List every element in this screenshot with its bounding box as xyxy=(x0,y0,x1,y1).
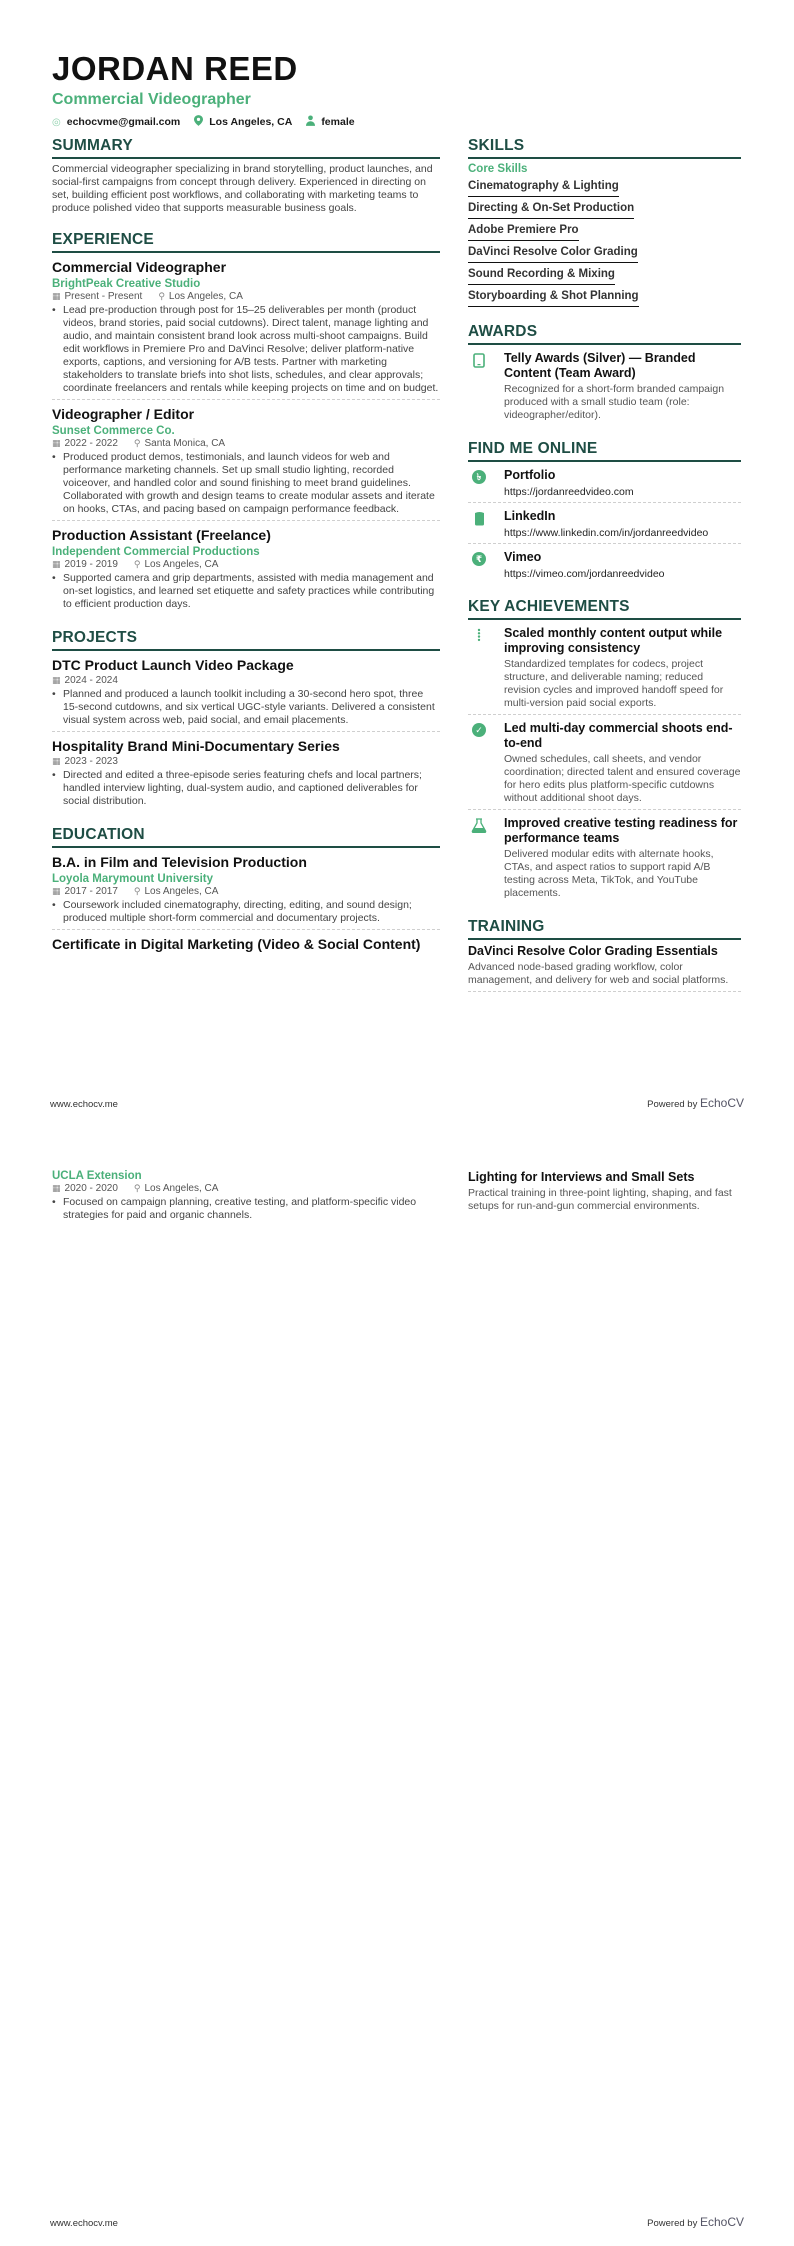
job-title: Production Assistant (Freelance) xyxy=(52,527,271,543)
contact-email[interactable] xyxy=(52,116,180,128)
online-link-item[interactable] xyxy=(468,544,741,584)
achievement-title: Improved creative testing readiness for performance teams xyxy=(504,816,738,845)
footer-brand: EchoCV xyxy=(699,2215,744,2229)
resume-page-2 xyxy=(0,1125,794,2246)
achievement-item xyxy=(468,810,741,904)
location-pin-icon: ⚲ xyxy=(133,559,141,569)
experience-section xyxy=(52,231,440,615)
experience-entry xyxy=(52,400,440,521)
experience-entry xyxy=(52,521,440,615)
link-label: Portfolio xyxy=(504,468,556,482)
location-pin-icon: ⚲ xyxy=(133,886,141,896)
education-entry-continued xyxy=(52,1170,440,1226)
calendar-icon: ▦ xyxy=(52,438,61,448)
entry-location: Los Angeles, CA xyxy=(144,886,219,897)
date-range: 2020 - 2020 xyxy=(64,1183,118,1194)
skill-item: Directing & On-Set Production xyxy=(468,199,634,219)
achievements-heading: KEY ACHIEVEMENTS xyxy=(468,598,741,620)
entry-meta xyxy=(52,559,440,570)
achievements-section xyxy=(468,598,741,904)
education-heading: EDUCATION xyxy=(52,826,440,848)
project-title: DTC Product Launch Video Package xyxy=(52,657,294,673)
summary-heading: SUMMARY xyxy=(52,137,440,159)
entry-meta xyxy=(52,886,440,897)
project-title: Hospitality Brand Mini-Documentary Series xyxy=(52,738,340,754)
left-column xyxy=(52,137,440,957)
achievement-item xyxy=(468,620,741,715)
calendar-icon: ▦ xyxy=(52,559,61,569)
job-title: Commercial Videographer xyxy=(52,259,227,275)
date-range: 2024 - 2024 xyxy=(64,675,118,686)
skills-heading: SKILLS xyxy=(468,137,741,159)
bullet-item: • Planned and produced a launch toolkit including a 30-second hero spot, three 15-second cutdowns, and six vertical UGC-style variants. Delivered a consistent visual system across web, paid social, and email placements. xyxy=(52,688,440,727)
date-range: 2017 - 2017 xyxy=(64,886,118,897)
training-title: Lighting for Interviews and Small Sets xyxy=(468,1170,695,1184)
education-entry xyxy=(52,848,440,930)
online-link-item[interactable] xyxy=(468,462,741,503)
dots-icon xyxy=(468,626,490,710)
date-range: 2023 - 2023 xyxy=(64,756,118,767)
bullet-item: • Coursework included cinematography, directing, editing, and sound design; produced multiple short-form commercial and documentary projects. xyxy=(52,899,440,925)
online-link-item[interactable] xyxy=(468,503,741,544)
online-section xyxy=(468,440,741,584)
calendar-icon: ▦ xyxy=(52,1183,61,1193)
calendar-icon: ▦ xyxy=(52,675,61,685)
summary-text: Commercial videographer specializing in brand storytelling, product launches, and social-first campaigns from concept through delivery. Experienced in directing on set, building efficient post workflows, and collaborating with marketing teams to produce polished video that supports measurable business goals. xyxy=(52,163,433,214)
link-url[interactable]: https://www.linkedin.com/in/jordanreedvideo xyxy=(504,527,709,539)
skill-item: Adobe Premiere Pro xyxy=(468,221,579,241)
skills-list xyxy=(468,175,741,307)
footer-brand: EchoCV xyxy=(699,1096,744,1110)
project-entry xyxy=(52,732,440,812)
online-heading: FIND ME ONLINE xyxy=(468,440,741,462)
bullet-item: • Directed and edited a three-episode series featuring chefs and local partners; handled interview lighting, dual-system audio, and captioned deliverables for social distribution. xyxy=(52,769,440,808)
at-icon: ◎ xyxy=(52,116,61,128)
entry-meta xyxy=(52,291,440,302)
date-range: 2022 - 2022 xyxy=(64,438,118,449)
training-desc: Practical training in three-point lighting, shaping, and fast setups for run-and-gun commercial environments. xyxy=(468,1187,732,1212)
degree-title: Certificate in Digital Marketing (Video & Social Content) xyxy=(52,936,421,952)
date-range: Present - Present xyxy=(64,291,143,302)
contact-location xyxy=(194,115,292,129)
link-url[interactable]: https://vimeo.com/jordanreedvideo xyxy=(504,568,665,580)
degree-title: B.A. in Film and Television Production xyxy=(52,854,307,870)
achievement-desc: Owned schedules, call sheets, and vendor coordination; directed talent and ensured coverage for hero edits plus platform-specific cutdowns without additional shoot days. xyxy=(504,753,741,804)
company-name: BrightPeak Creative Studio xyxy=(52,278,201,290)
vimeo-icon: ₹ xyxy=(472,552,486,566)
flask-icon xyxy=(468,816,490,900)
calendar-icon: ▦ xyxy=(52,886,61,896)
job-title: Videographer / Editor xyxy=(52,406,195,422)
training-section xyxy=(468,918,741,992)
training-entry xyxy=(468,1170,741,1217)
check-circle-icon: ✓ xyxy=(472,723,486,737)
footer-site[interactable]: www.echocv.me xyxy=(50,2218,118,2229)
bullet-item: • Focused on campaign planning, creative testing, and platform-specific video strategies for paid and organic channels. xyxy=(52,1196,440,1222)
location-pin-icon: ⚲ xyxy=(133,1183,141,1193)
school-name: UCLA Extension xyxy=(52,1170,142,1182)
bullet-item: • Produced product demos, testimonials, and launch videos for web and performance marketing channels. Set up small studio lighting, recorded voiceover, and handled color and sound finishing to meet brand guidelines. Collaborated with growth and design teams to create modular assets and iterate on hooks, CTAs, and pacing based on campaign performance feedback. xyxy=(52,451,440,516)
entry-meta xyxy=(52,756,440,767)
location-pin-icon xyxy=(194,115,203,129)
entry-meta xyxy=(52,675,440,686)
portfolio-icon: ৳ xyxy=(472,470,486,484)
company-name: Independent Commercial Productions xyxy=(52,546,260,558)
projects-section xyxy=(52,629,440,812)
entry-location: Los Angeles, CA xyxy=(144,559,219,570)
contact-gender xyxy=(306,115,354,129)
resume-header xyxy=(52,52,355,129)
summary-section xyxy=(52,137,440,215)
achievement-title: Scaled monthly content output while improving consistency xyxy=(504,626,723,655)
education-section xyxy=(52,826,440,957)
skill-item: Sound Recording & Mixing xyxy=(468,265,615,285)
right-column xyxy=(468,137,741,992)
experience-heading: EXPERIENCE xyxy=(52,231,440,253)
footer-powered: Powered by EchoCV xyxy=(647,2215,744,2229)
skill-item: Cinematography & Lighting xyxy=(468,177,619,197)
page-footer xyxy=(50,1096,744,1110)
awards-heading: AWARDS xyxy=(468,323,741,345)
location-pin-icon: ⚲ xyxy=(133,438,141,448)
achievement-desc: Delivered modular edits with alternate hooks, CTAs, and aspect ratios to support rapid A/B testing across Meta, TikTok, and YouTube placements. xyxy=(504,848,714,899)
training-title: DaVinci Resolve Color Grading Essentials xyxy=(468,944,718,958)
link-url[interactable]: https://jordanreedvideo.com xyxy=(504,486,634,498)
date-range: 2019 - 2019 xyxy=(64,559,118,570)
award-desc: Recognized for a short-form branded campaign produced with a small studio team (role: videographer/editor). xyxy=(504,383,725,421)
entry-meta xyxy=(52,438,440,449)
calendar-icon: ▦ xyxy=(52,291,61,301)
footer-site[interactable]: www.echocv.me xyxy=(50,1099,118,1110)
training-entry xyxy=(468,940,741,992)
link-label: Vimeo xyxy=(504,550,542,564)
training-heading: TRAINING xyxy=(468,918,741,940)
entry-meta xyxy=(52,1183,440,1194)
gender-text: female xyxy=(321,116,355,128)
experience-entry xyxy=(52,253,440,400)
tablet-icon xyxy=(468,351,490,422)
footer-powered: Powered by EchoCV xyxy=(647,1096,744,1110)
skill-category: Core Skills xyxy=(468,163,528,175)
award-item xyxy=(468,345,741,426)
skills-section xyxy=(468,137,741,307)
person-icon xyxy=(306,115,315,129)
entry-location: Los Angeles, CA xyxy=(168,291,243,302)
school-name: Loyola Marymount University xyxy=(52,873,214,885)
entry-location: Santa Monica, CA xyxy=(144,438,226,449)
achievement-title: Led multi-day commercial shoots end-to-end xyxy=(504,721,733,750)
achievement-item xyxy=(468,715,741,810)
award-title: Telly Awards (Silver) — Branded Content (Team Award) xyxy=(504,351,696,380)
entry-location: Los Angeles, CA xyxy=(144,1183,219,1194)
right-column-continued xyxy=(468,1170,741,1217)
education-entry xyxy=(52,930,440,957)
projects-heading: PROJECTS xyxy=(52,629,440,651)
page-footer xyxy=(50,2215,744,2229)
awards-section xyxy=(468,323,741,426)
left-column-continued xyxy=(52,1170,440,1226)
calendar-icon: ▦ xyxy=(52,756,61,766)
link-label: LinkedIn xyxy=(504,509,556,523)
skill-item: DaVinci Resolve Color Grading xyxy=(468,243,638,263)
training-desc: Advanced node-based grading workflow, color management, and delivery for web and social platforms. xyxy=(468,961,729,986)
linkedin-icon xyxy=(468,509,490,539)
bullet-item: • Supported camera and grip departments, assisted with media management and on-set logistics, and learned set etiquette and safety practices while contributing to efficient production days. xyxy=(52,572,440,611)
location-pin-icon: ⚲ xyxy=(158,291,165,301)
bullet-item: • Lead pre-production through post for 15–25 deliverables per month (product videos, brand stories, paid social cutdowns). Direct talent, manage lighting and audio, and maintain consistent brand look across multi-shoot campaigns. Build edit workflows in Premiere Pro and DaVinci Resolve; deliver platform-native exports, captions, and versioning for A/B tests. Partner with marketing stakeholders to translate briefs into shot lists, schedules, and clear approvals; coordinate freelancers and rentals while keeping projects on time and on budget. xyxy=(52,304,440,395)
candidate-name: JORDAN REED xyxy=(52,50,298,87)
candidate-title: Commercial Videographer xyxy=(52,91,251,108)
company-name: Sunset Commerce Co. xyxy=(52,425,175,437)
skill-item: Storyboarding & Shot Planning xyxy=(468,287,639,307)
email-text: echocvme@gmail.com xyxy=(66,116,181,128)
project-entry xyxy=(52,651,440,732)
contact-row xyxy=(52,115,355,129)
achievement-desc: Standardized templates for codecs, project structure, and deliverable naming; reduced revision cycles and improved handoff speed for multi-version paid social exports. xyxy=(504,658,724,709)
location-text: Los Angeles, CA xyxy=(209,116,293,128)
